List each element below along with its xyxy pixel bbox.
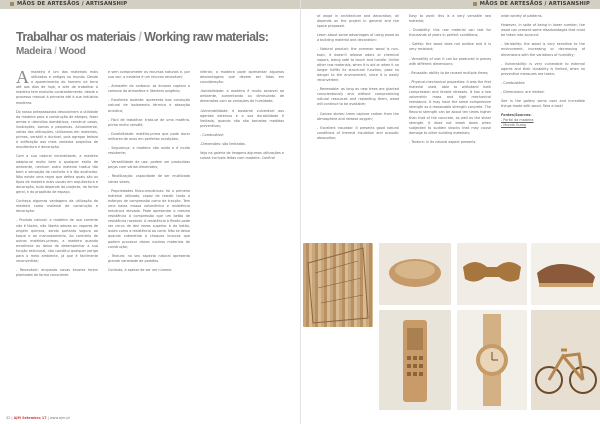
paragraph: -Variabilidade: a madeira é muito sensível ao ambiente, aumentando ou diminuindo de dimensões com as variações de humidade; [200, 89, 284, 104]
wood-image-phone [379, 310, 451, 410]
drop-cap: A [16, 67, 29, 87]
wood-image-sculpture [303, 243, 373, 327]
paragraph: - Produto natural: a madeira de uso corrente não é tóxica, não liberta odores ou vapores de origem química, sendo portanto seguro ao toque e ao manuseamento. Ao contrário de outras matérias-primas, a madeira quando envelhece ou deixa de desempenhar a sua função estrutural, não constitui qualquer perigo para o meio ambiente, já que é facilmente reconvertida; [16, 218, 98, 264]
paragraph: - Reutilização: capacidade de ser reutilizada várias vezes; [108, 174, 190, 184]
paragraph: e sem comprometer os recursos naturais e, por sua vez, a madeira é um recurso renovável; [108, 70, 190, 80]
wood-image-glasses [457, 243, 527, 305]
wood-image-watch [457, 310, 527, 410]
paragraph: - Propriedades físico-mecânicas: foi o primeiro material utilizado, capaz de resistir tanto a esforços de compressão como de tracção. Tem uma baixa massa volumétrica e resistência mecânica elevada. Pode apresentar a mesma resistência à compressão que um betão de resistência razoável. A resistência à flexão pode ser cerca de dez vezes superior à do betão, assim como a resistência ao corte. Não se deixa quando submetida a choques bruscos que podem provocar danos noutros materiais de construção; [108, 188, 190, 249]
paragraph: -Dimensões: são limitadas. [200, 142, 246, 147]
paragraph: - Versatilidade de uso: podem ser produzidas peças com várias dimensões; [108, 160, 190, 170]
section-header: MÃOS DE ARTESÃOS / ARTISANSHIP [473, 0, 590, 9]
paragraph: - Fácil de trabalhar: trata-se de uma matéria-prima muito versátil; [108, 117, 190, 127]
paragraph: - Excelente isolante: apresenta boa condução natural de isolamento térmico e absorção acústica; [108, 98, 190, 113]
paragraph: - Vulnerability: is very vulnerable to external agents and their durability is limited, when no preventive measures are taken; [501, 61, 585, 76]
section-marker-icon [10, 2, 14, 6]
paragraph: - Textura: no seu aspecto natural apresenta grande variedade de padrões. [108, 253, 190, 263]
paragraph: - Armazém de carbono: as árvores captam o carbono da atmosfera e libertam oxigénio; [108, 84, 190, 94]
paragraph: - Dimensions: are limited. [501, 90, 545, 95]
paragraph: - Combustible [501, 80, 525, 85]
text-column-4 [317, 14, 399, 145]
paragraph: - Reusable: ability to be reused multiple times; [409, 70, 489, 75]
wood-image-shoes [531, 243, 600, 305]
text-column-2 [108, 70, 190, 277]
paragraph: - Durability: this raw material can last for thousands of years in perfect conditions; [409, 28, 491, 38]
paragraph: - Segurança: a madeira não oxida e é muito resistente; [108, 146, 190, 156]
wood-image-bicycle [531, 310, 600, 410]
text-column-6 [501, 14, 585, 128]
paragraph: - Excellent insulator: it presents good natural conditions of thermal insulation and acoustic absorption; [317, 125, 399, 140]
paragraph: Contudo, e apesar de ser um número [108, 267, 172, 272]
paragraph: Do nosso antepassados descobriram a utilidade da madeira para a construção de abrigos, fazer armas e utensílios domésticos, construir casas, ilustrações, barcos e pequenas. Actualmente, várias das utilizações, utilizamos em materiais-primas, versátil e durável, pois agregar beleza à edificação aos mais variados projectos de arquitectura e decoração. [16, 109, 98, 150]
source-link[interactable]: - Mundo Gump [501, 123, 527, 128]
paragraph: Conheça algumas vantagens da utilização da madeira como material de construção e decoração: [16, 199, 98, 214]
text-column-1 [16, 67, 98, 282]
paragraph: See in the gallery some uses and incredible things made with wood. Take a look! [501, 99, 585, 109]
paragraph: However, in spite of being in lower number, the wood can present some disadvantages that must be taken into account: [501, 23, 585, 38]
section-header: MÃOS DE ARTESÃOS / ARTISANSHIP [10, 0, 127, 9]
paragraph: - Versatility of use: it can be produced in pieces with different dimensions; [409, 56, 491, 66]
paragraph: of wood in architecture and decoration, all depends on the project in general and the space proposed. [317, 14, 399, 29]
source-link[interactable]: - Portal da madeira [501, 118, 534, 123]
paragraph: Easy to work: this is a very versatile raw material; [409, 14, 491, 24]
paragraph: - Carbon stores: trees capture carbon from the atmosphere and release oxygen; [317, 111, 399, 121]
sources-list: Fontes/Sources: - Portal da madeira - Mundo Gump [501, 113, 585, 128]
right-page [300, 0, 600, 424]
paragraph: Com a sua natural neutralidade, a madeira adapta-se muito bem a qualquer estilo de ambiente, nenhum outro material traduz tão bem a sensação de conforto e à tão acolhedor. Não existe uma regra que defina quais são os tipos de madeira mais usuais em arquitectura e decoração, tudo depende do projecto, da forma geral, e do propósito de espaço. [16, 154, 98, 195]
paragraph: - Renewable: as long as new trees are planted conscientiously and without compromising natural resources and replanting them, wood will continue to be available; [317, 87, 399, 107]
paragraph: wide variety of patterns. [501, 14, 543, 18]
paragraph: - Renovável: enquanto novas árvores forem plantadas de forma consciente [16, 268, 98, 278]
text-column-5 [409, 14, 491, 149]
section-marker-icon [473, 2, 477, 6]
paragraph: - Combustível [200, 132, 224, 137]
paragraph: inferior, a madeira pode apresentar algumas desvantagens que devem ser tidas em consideração: [200, 70, 284, 85]
paragraph: - Physical-mechanical properties: it was the first material used, able to withstand both compression and tensile stresses. It has a low volumetric mass and high mechanical resistance. It may have the same compressive strength as a reasonable strength concrete. The flexural strength can be about ten times higher than that of the concrete, as well as the shear strength. It does not break down when subjected to sudden shocks that may cause damage to other building materials; [409, 79, 491, 135]
paragraph: - Variability: the wood is very sensitive to the environment, increasing or decreasing of dimensions with the variations of humidity; [501, 42, 585, 57]
article-subtitle: Madeira / Wood [16, 46, 86, 57]
paragraph: Learn about some advantages of using wood as a building material and decoration: [317, 33, 399, 43]
paragraph: Veja na galeria de imagens algumas utilizações e coisas incríveis feitas com madeira. Confira! [200, 151, 284, 161]
paragraph: -Vulnerabilidade: é bastante vulnerável aos agentes externos e a sua durabilidade é limitada, quando não são tomadas medidas preventivas; [200, 108, 284, 128]
paragraph: - Texture: in its natural aspect presents [409, 139, 476, 144]
paragraph: - Safety: the wood does not oxidize and it is very resistant; [409, 42, 491, 52]
text-column-3 [200, 70, 284, 165]
wood-image-furniture [379, 243, 451, 305]
page-footer: 32 | AJM Setembro 17 | www.ajm.pt [6, 416, 70, 420]
paragraph: - Natural product: the common wood is non-toxic, it doesn't release odors or chemical vapors, being safe to touch and handle. Unlike other raw materials, when it is old or when it no longer fulfills its structural function, pose no danger to the environment, since it is easily reconverted; [317, 47, 399, 83]
paragraph: - Durabilidade: matéria-prima que pode durar milhares de anos em perfeitas condições; [108, 131, 190, 141]
article-title: Trabalhar os materiais / Working raw materials: [16, 30, 269, 44]
intro-paragraph: Amadeira é um dos materiais mais utilizados e antigos no mundo. Desde a aparecimento do homem na terra até aos dias de hoje, a arte de trabalhar a madeira tem evoluído constantemente, desde o processo manual à primeira até à sua indústria moderna. [16, 67, 98, 105]
